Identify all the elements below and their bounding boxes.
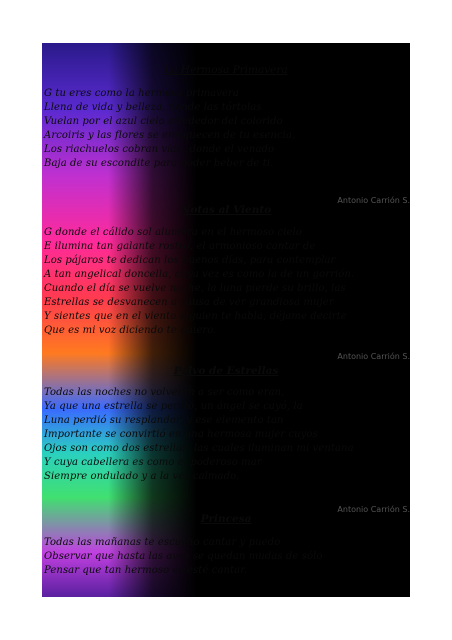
poem-line: Arcoiris y las flores se enriquecen de tu esencia,: [44, 130, 296, 141]
poem-line: Los pájaros te dedican los buenos días, para contemplar: [44, 255, 336, 266]
poem-author: Antonio Carrión S.: [337, 505, 410, 514]
poem-line: Importante se convirtió en una hermosa mujer cuyos: [44, 429, 318, 440]
poem-line: G tu eres como la hermosa primavera: [44, 88, 239, 99]
poem-line: Todas las noches no volverán a ser como eran,: [44, 387, 285, 398]
poem-line: Pensar que tan hermoso es esté cantar.: [44, 565, 248, 576]
poem-title: Princesa: [200, 513, 252, 525]
poem-author: Antonio Carrión S.: [337, 196, 410, 205]
page-background: [42, 43, 410, 597]
poem-line: Todas las mañanas te escucho cantar y puedo: [44, 537, 281, 548]
poem-title: Polvo de Estrellas: [173, 365, 279, 377]
poem-line: Cuando el día se vuelve noche, la luna pierde su brillo, las: [44, 283, 346, 294]
poem-line: G donde el cálido sol alumbra en el hermoso cielo: [44, 227, 302, 238]
poem-line: Y cuya cabellera es como el poderoso mar: [44, 457, 262, 468]
poem-line: Siempre ondulado y a la vez calmado.: [44, 471, 240, 482]
poem-line: A tan angelical doncella, cuya vez es como la de un gorrión.: [44, 269, 355, 280]
poem-line: Estrellas se desvanecen a causa de ver grandiosa mujer: [44, 297, 334, 308]
poem-line: Ya que una estrella se perdió, un ángel se cayó, la: [44, 401, 303, 412]
poem-line: Observar que hasta las aves se quedan mudas de sólo: [44, 551, 323, 562]
poem-line: Los riachuelos cobran vida, donde el venado: [44, 144, 275, 155]
poem-author: Antonio Carrión S.: [337, 352, 410, 361]
poem-line: E ilumina tan galante rostro, el armonioso cantar de: [44, 241, 316, 252]
poem-title: Notas al Viento: [180, 204, 272, 216]
poem-title: La Hermosa Primavera: [164, 64, 288, 76]
poem-line: Baja de su escondite para poder beber de ti.: [44, 158, 274, 169]
poem-line: Vuelan por el azul cielo alrededor del colorido: [44, 116, 283, 127]
poem-line: Ojos son como dos estrellas, las cuales iluminan mi ventana: [44, 443, 354, 454]
poem-line: Luna perdió su resplandor, y ese elemento tan: [44, 415, 284, 426]
poem-line: Llena de vida y belleza, donde las tórtolas: [44, 102, 262, 113]
poem-line: Y sientes que en el viento alguien te habla, déjame decirte: [44, 311, 347, 322]
poem-line: Que es mi voz diciendo te quiero.: [44, 325, 217, 336]
